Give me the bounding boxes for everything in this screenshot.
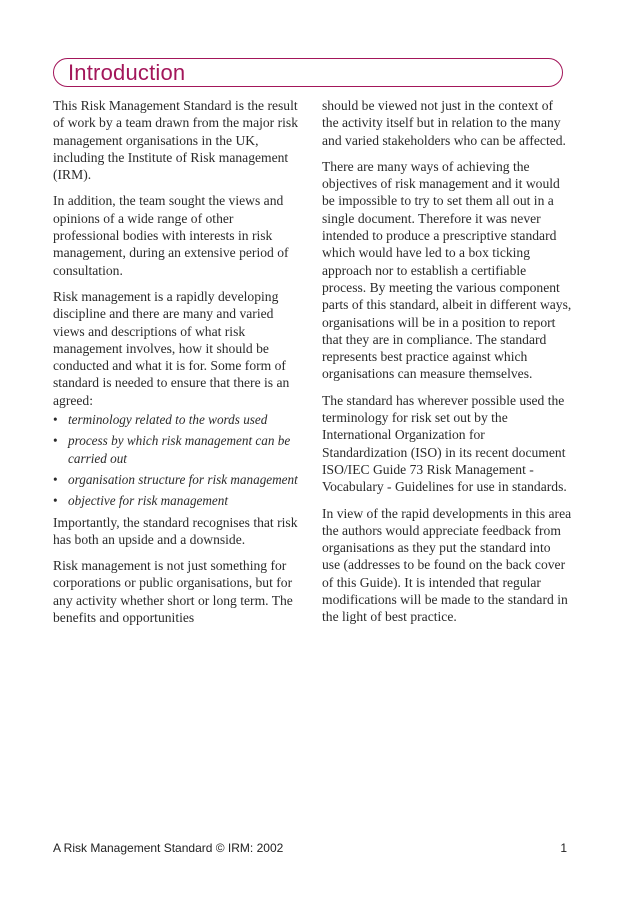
paragraph: In view of the rapid developments in this area the authors would appreciate feedback from organisations as they put the standard into use (addresses to be found on the back cover of this Guide). It is intended that regular modifications will be made to the standard in the light of best practice.	[322, 505, 572, 625]
section-title-box	[53, 58, 563, 87]
paragraph: should be viewed not just in the context of the activity itself but in relation to the many and varied stakeholders who can be affected.	[322, 98, 566, 148]
bullet-list	[53, 411, 303, 509]
paragraph: The standard has wherever possible used the terminology for risk set out by the International Organization for Standardization (ISO) in its recent document ISO/IEC Guide 73 Risk Management - Vocabulary - Guidelines for use in standards.	[322, 392, 567, 495]
paragraph: Importantly, the standard recognises that risk has both an upside and a downside.	[53, 514, 298, 547]
bullet-icon: •	[53, 493, 58, 509]
list-item	[53, 492, 303, 509]
paragraph: Risk management is not just something for corporations or public organisations, but for any activity whether short or long term. The benefits and opportunities	[53, 558, 293, 626]
page-number: 1	[560, 841, 567, 855]
page-title: Introduction	[68, 60, 186, 85]
list-item-text: objective for risk management	[68, 493, 229, 509]
list-item-text: process by which risk management can be carried out	[68, 433, 291, 466]
left-column	[53, 97, 303, 635]
right-column	[322, 97, 572, 635]
paragraph: This Risk Management Standard is the result of work by a team drawn from the major risk management organisations in the UK, including the Institute of Risk management (IRM).	[53, 98, 298, 183]
bullet-icon: •	[53, 412, 58, 428]
footer-copyright: A Risk Management Standard © IRM: 2002	[53, 841, 284, 855]
list-item-text: organisation structure for risk management	[68, 471, 298, 487]
paragraph: There are many ways of achieving the objectives of risk management and it would be impossible to try to set them all out in a single document. Therefore it was never intended to produce a prescriptive standard which would have led to a box ticking approach nor to establish a certifiable process. By meeting the various component parts of this standard, albeit in different ways, organisations will be in a position to report that they are in compliance. The standard represents best practice against which organisations can measure themselves.	[322, 158, 572, 382]
bullet-icon: •	[53, 433, 58, 449]
paragraph: In addition, the team sought the views and opinions of a wide range of other professional bodies with interests in risk management, during an extensive period of consultation.	[53, 193, 289, 278]
bullet-icon: •	[53, 471, 58, 487]
list-item-text: terminology related to the words used	[68, 412, 268, 428]
list-item	[53, 432, 303, 467]
list-item	[53, 471, 303, 488]
list-item	[53, 411, 303, 428]
paragraph: Risk management is a rapidly developing discipline and there are many and varied views and descriptions of what risk management involves, how it should be conducted and what it is for. Some form of standard is needed to ensure that there is an agreed:	[53, 288, 290, 408]
